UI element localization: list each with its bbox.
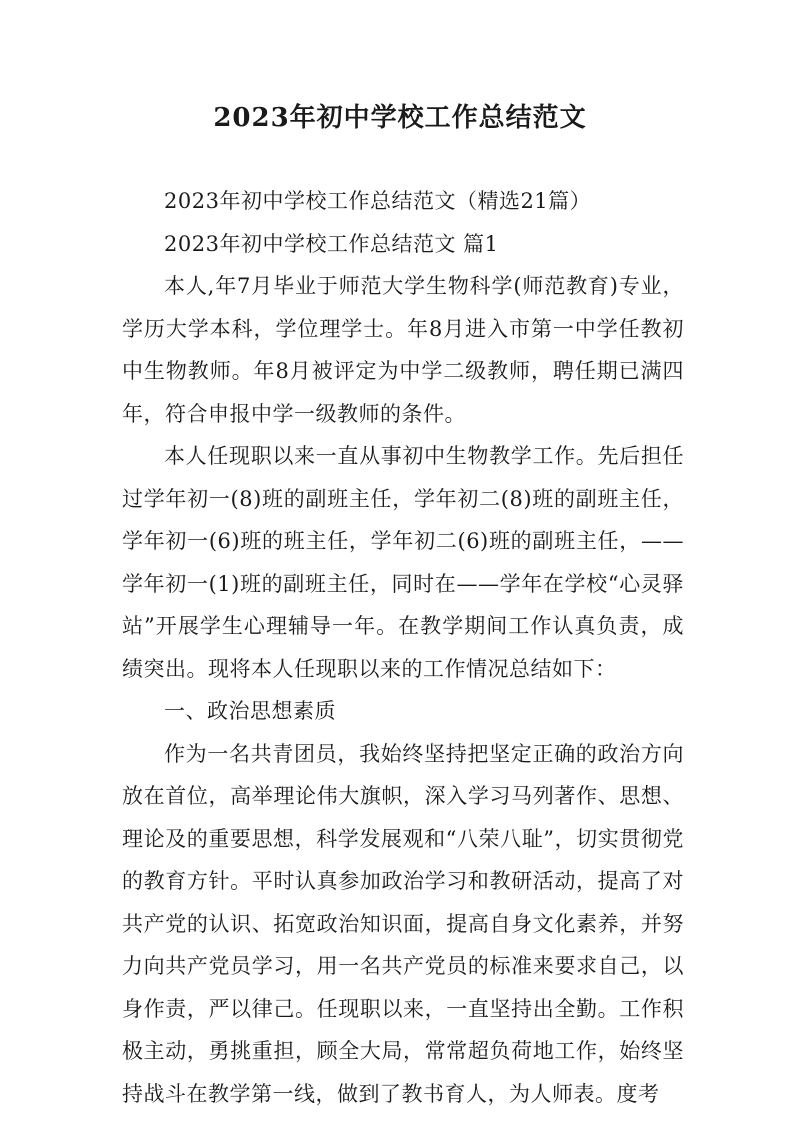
document-title: 2023年初中学校工作总结范文 [213, 103, 587, 133]
paragraph-subtitle: 2023年初中学校工作总结范文（精选21篇） [164, 189, 592, 213]
paragraph-heading-political: 一、政治思想素质 [164, 699, 336, 723]
document-body [122, 180, 684, 1115]
paragraph-section-heading: 2023年初中学校工作总结范文 篇1 [164, 231, 499, 256]
paragraph-work-history: 本人任现职以来一直从事初中生物教学工作。先后担任过学年初一(8)班的副班主任，学年初二(8)班的副班主任，学年初一(6)班的班主任，学年初二(6)班的副班主任，——学年初一(1)班的副班主任，同时在——学年在学校“心灵驿站”开展学生心理辅导一年。在教学期间工作认真负责，成绩突出。现将本人任现职以来的工作情况总结如下： [122, 444, 684, 681]
paragraph-political-body: 作为一名共青团员，我始终坚持把坚定正确的政治方向放在首位，高举理论伟大旗帜，深入学习马列著作、思想、理论及的重要思想，科学发展观和“八荣八耻”，切实贯彻党的教育方针。平时认真参加政治学习和教研活动，提高了对共产党的认识、拓宽政治知识面，提高自身文化素养，并努力向共产党员学习，用一名共产党员的标准来要求自己，以身作责，严以律己。任现职以来，一直坚持出全勤。工作积极主动，勇挑重担，顾全大局，常常超负荷地工作，始终坚持战斗在教学第一线，做到了教书育人，为人师表。度考 [122, 741, 684, 1106]
paragraph-intro: 本人,年7月毕业于师范大学生物科学(师范教育)专业，学历大学本科，学位理学士。年8月进入市第一中学任教初中生物教师。年8月被评定为中学二级教师，聘任期已满四年，符合申报中学一级教师的条件。 [122, 274, 684, 426]
